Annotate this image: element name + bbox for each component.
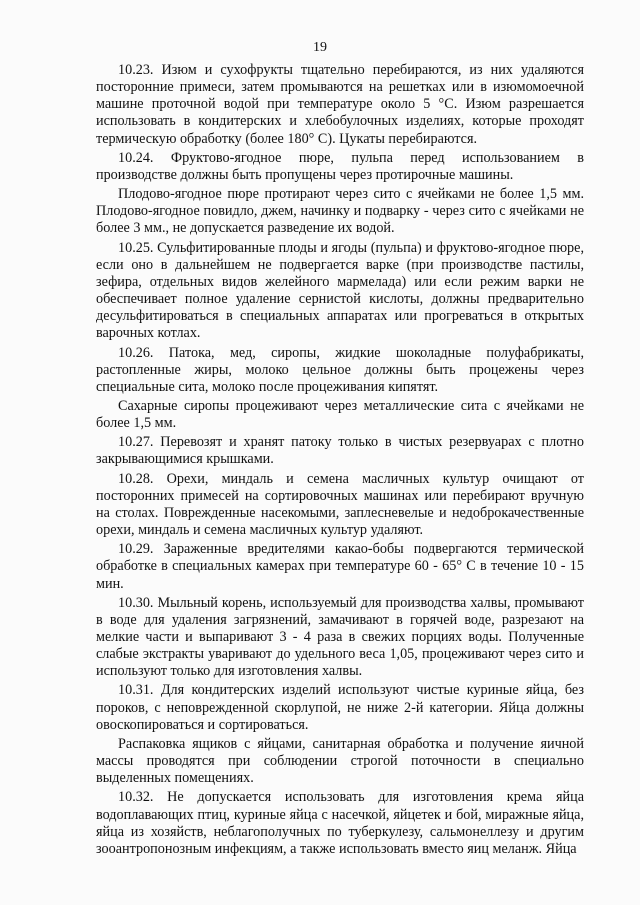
- paragraph-10-29: 10.29. Зараженные вредителями какао-бобы подвергаются термической обработке в специальных камерах при температуре 60 - 65° С в течение 10 - 15 мин.: [96, 541, 584, 592]
- paragraph-sugar-syrups: Сахарные сиропы процеживают через металлические сита с ячейками не более 1,5 мм.: [96, 397, 584, 432]
- paragraph-10-23: 10.23. Изюм и сухофрукты тщательно перебираются, из них удаляются посторонние примеси, затем промываются на решетках или в изюмомоечной машине проточной водой при температуре около 5 °С. Изюм разрешается использовать в кондитерских и хлебобулочных изделиях, которые проходят термическую обработку (более 180° С). Цукаты перебираются.: [96, 62, 584, 147]
- paragraph-10-31: 10.31. Для кондитерских изделий используют чистые куриные яйца, без пороков, с неповрежденной скорлупой, не ниже 2-й категории. Яйца должны овоскопироваться и сортироваться.: [96, 682, 584, 733]
- paragraph-10-27: 10.27. Перевозят и хранят патоку только в чистых резервуарах с плотно закрывающимися крышками.: [96, 434, 584, 468]
- paragraph-10-28: 10.28. Орехи, миндаль и семена масличных культур очищают от посторонних примесей на сортировочных машинах или перебирают вручную на столах. Поврежденные насекомыми, заплесневелые и недоброкачественные орехи, миндаль и семена масличных культур удаляют.: [96, 470, 584, 539]
- page-number: 19: [313, 40, 327, 55]
- paragraph-10-26: 10.26. Патока, мед, сиропы, жидкие шоколадные полуфабрикаты, растопленные жиры, молоко цельное должны быть процежены через специальные сита, молоко после процеживания кипятят.: [96, 344, 584, 395]
- paragraph-10-30: 10.30. Мыльный корень, используемый для производства халвы, промывают в воде для удаления загрязнений, замачивают в горячей воде, разрезают на мелкие части и выпаривают 3 - 4 раза в свежих порциях воды. Полученные слабые экстракты уваривают до удельного веса 1,05, процеживают через сито и используют только для изготовления халвы.: [96, 594, 584, 680]
- paragraph-10-25: 10.25. Сульфитированные плоды и ягоды (пульпа) и фруктово-ягодное пюре, если оно в дальнейшем не подвергается варке (при производстве пастилы, зефира, отдельных видов желейного мармелада) или если режим варки не обеспечивает полное удаление сернистой кислоты, должны предварительно десульфитироваться в специальных аппаратах или прогреваться в открытых варочных котлах.: [96, 239, 584, 342]
- paragraph-puree-sieve: Плодово-ягодное пюре протирают через сито с ячейками не более 1,5 мм. Плодово-ягодное повидло, джем, начинку и подварку - через сито с ячейками не более 3 мм., не допускается разведение их водой.: [96, 186, 584, 237]
- paragraph-egg-unpacking: Распаковка ящиков с яйцами, санитарная обработка и получение яичной массы проводятся при соблюдении строгой поточности в специально выделенных помещениях.: [96, 735, 584, 787]
- paragraph-10-24: 10.24. Фруктово-ягодное пюре, пульпа перед использованием в производстве должны быть пропущены через протирочные машины.: [96, 149, 584, 183]
- document-body: [96, 62, 584, 860]
- paragraph-10-32: 10.32. Не допускается использовать для изготовления крема яйца водоплавающих птиц, куриные яйца с насечкой, яйцетек и бой, миражные яйца, яйца из хозяйств, неблагополучных по туберкулезу, сальмонеллезу и другим зооантропонозным инфекциям, а также использовать вместо яиц меланж. Яйца: [96, 789, 584, 857]
